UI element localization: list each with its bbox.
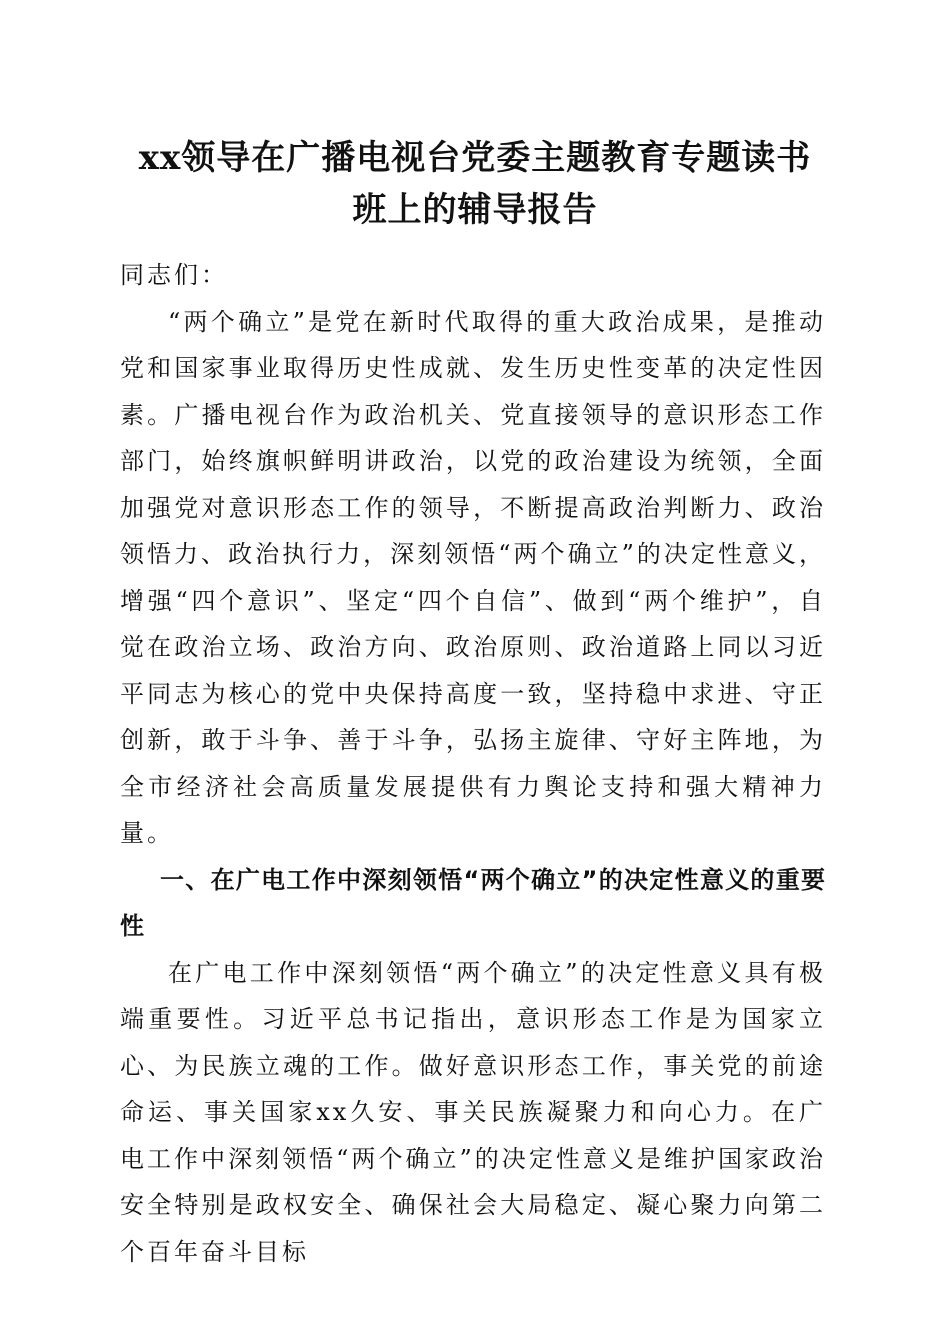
title-line-1: xx领导在广播电视台党委主题教育专题读书 [138, 138, 812, 178]
paragraph-2: 在广电工作中深刻领悟“两个确立”的决定性意义具有极端重要性。习近平总书记指出，意识形态工作是为国家立心、为民族立魂的工作。做好意识形态工作，事关党的前途命运、事关国家xx久安、事关民族凝聚力和向心力。在广电工作中深刻领悟“两个确立”的决定性意义是维护国家政治安全特别是政权安全、确保社会大局稳定、凝心聚力向第二个百年奋斗目标 [120, 958, 826, 1266]
title-line-2: 班上的辅导报告 [352, 190, 598, 230]
paragraph-1: “两个确立”是党在新时代取得的重大政治成果，是推动党和国家事业取得历史性成就、发生历史性变革的决定性因素。广播电视台作为政治机关、党直接领导的意识形态工作部门，始终旗帜鲜明讲政治，以党的政治建设为统领，全面加强党对意识形态工作的领导，不断提高政治判断力、政治领悟力、政治执行力，深刻领悟“两个确立”的决定性意义，增强“四个意识”、坚定“四个自信”、做到“两个维护”，自觉在政治立场、政治方向、政治原则、政治道路上同以习近平同志为核心的党中央保持高度一致，坚持稳中求进、守正创新，敢于斗争、善于斗争，弘扬主旋律、守好主阵地，为全市经济社会高质量发展提供有力舆论支持和强大精神力量。 [120, 307, 826, 847]
salutation: 同志们： [120, 261, 228, 289]
document-title [100, 132, 850, 236]
document-body [120, 252, 826, 1275]
section-heading-1: 一、在广电工作中深刻领悟“两个确立”的决定性意义的重要性 [120, 865, 826, 940]
